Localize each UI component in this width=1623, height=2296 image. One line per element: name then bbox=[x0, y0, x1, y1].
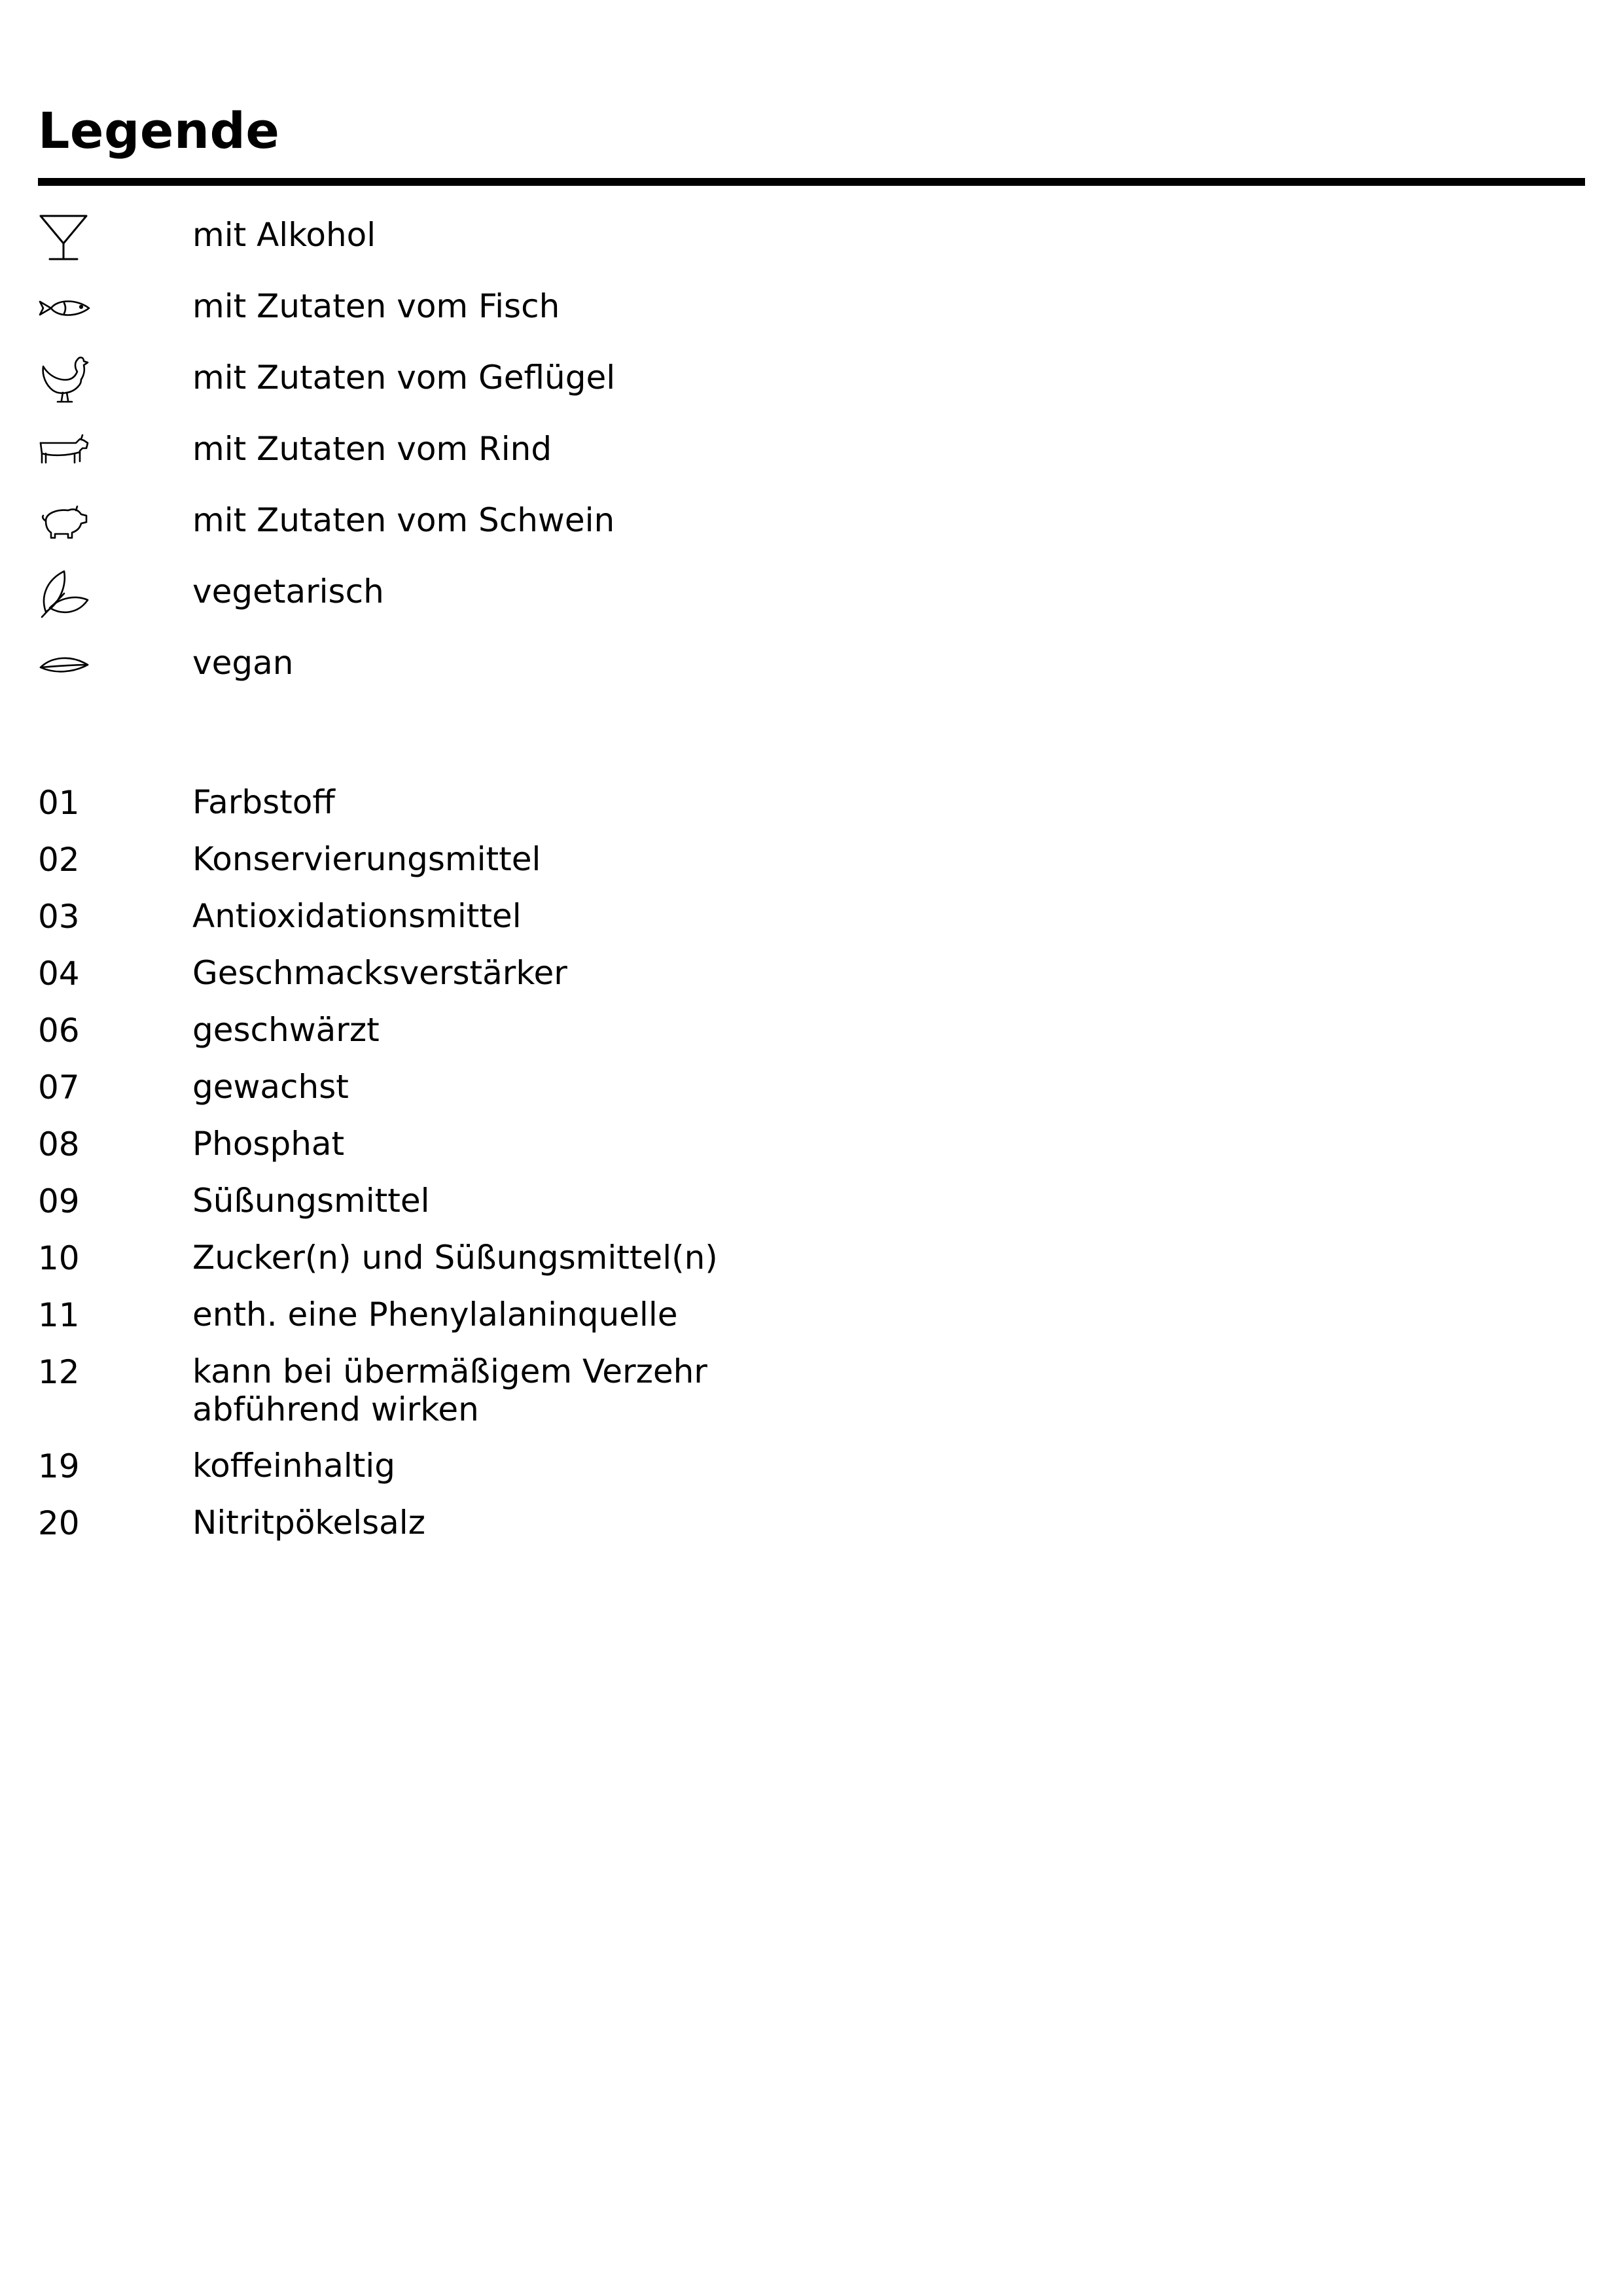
page-title: Legende bbox=[38, 101, 280, 160]
additive-code: 11 bbox=[38, 1296, 80, 1334]
additive-label: Farbstoff bbox=[192, 783, 335, 821]
additive-code: 20 bbox=[38, 1504, 80, 1542]
legend-label: vegan bbox=[192, 644, 294, 682]
additive-label: Nitritpökelsalz bbox=[192, 1504, 425, 1542]
additive-label: kann bei übermäßigem Verzehr abführend wirken bbox=[192, 1352, 707, 1428]
leaves-icon bbox=[38, 567, 90, 620]
cocktail-glass-icon bbox=[38, 211, 90, 263]
additive-code: 07 bbox=[38, 1069, 80, 1106]
leaf-icon bbox=[38, 639, 90, 691]
additive-label: Antioxidationsmittel bbox=[192, 897, 522, 935]
additive-label: Süßungsmittel bbox=[192, 1182, 430, 1220]
legend-label: mit Zutaten vom Rind bbox=[192, 430, 552, 468]
legend-label: mit Zutaten vom Fisch bbox=[192, 287, 560, 325]
additive-code: 10 bbox=[38, 1239, 80, 1277]
additive-code: 03 bbox=[38, 898, 80, 936]
additive-code: 09 bbox=[38, 1182, 80, 1220]
legend-label: mit Zutaten vom Geflügel bbox=[192, 359, 616, 397]
additive-label: koffeinhaltig bbox=[192, 1447, 396, 1485]
additive-label: enth. eine Phenylalaninquelle bbox=[192, 1296, 678, 1333]
legend-label: mit Zutaten vom Schwein bbox=[192, 501, 615, 539]
cow-icon bbox=[38, 425, 90, 477]
additive-label: Phosphat bbox=[192, 1125, 345, 1163]
additive-label: geschwärzt bbox=[192, 1011, 380, 1049]
additive-code: 02 bbox=[38, 841, 80, 879]
additive-code: 12 bbox=[38, 1353, 80, 1391]
pig-icon bbox=[38, 496, 90, 548]
fish-icon bbox=[38, 282, 90, 334]
title-divider bbox=[38, 178, 1585, 186]
legend-label: vegetarisch bbox=[192, 573, 384, 610]
legend-label: mit Alkohol bbox=[192, 216, 376, 254]
additive-code: 08 bbox=[38, 1125, 80, 1163]
chicken-icon bbox=[38, 353, 90, 406]
additive-code: 06 bbox=[38, 1012, 80, 1050]
additive-label: Konservierungsmittel bbox=[192, 840, 541, 878]
additive-label: gewachst bbox=[192, 1068, 349, 1106]
additive-code: 01 bbox=[38, 784, 80, 822]
additive-code: 19 bbox=[38, 1447, 80, 1485]
additive-label: Zucker(n) und Süßungsmittel(n) bbox=[192, 1239, 718, 1277]
additive-code: 04 bbox=[38, 955, 80, 993]
additive-label: Geschmacksverstärker bbox=[192, 954, 567, 992]
